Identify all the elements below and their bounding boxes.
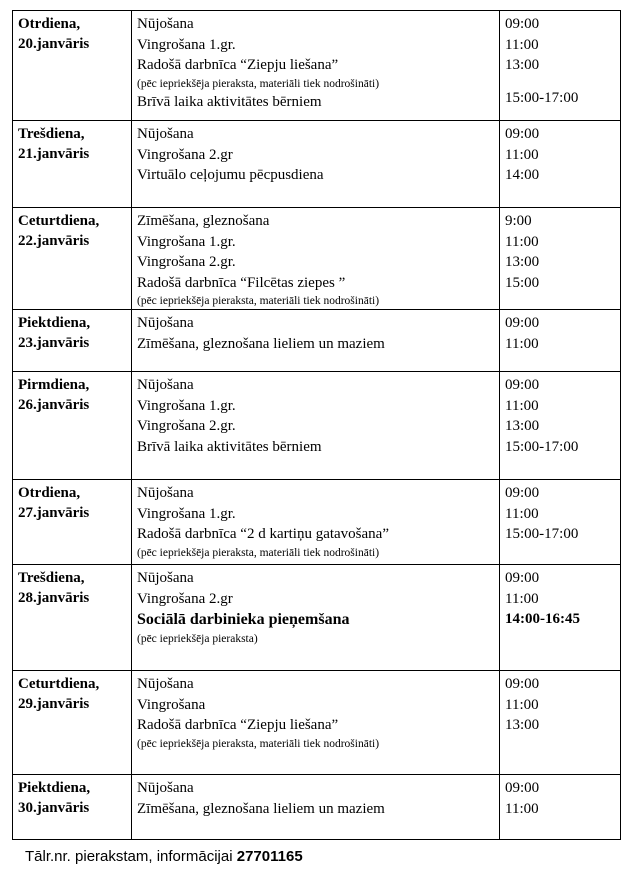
time: 13:00 bbox=[505, 57, 540, 73]
activity: Vingrošana 2.gr. bbox=[137, 254, 236, 270]
time: 09:00 bbox=[505, 16, 540, 32]
time: 09:00 bbox=[505, 315, 540, 331]
table-row bbox=[13, 671, 621, 775]
table-row bbox=[13, 480, 621, 565]
table-row bbox=[13, 208, 621, 310]
activity: Vingrošana 1.gr. bbox=[137, 505, 236, 522]
day-cell bbox=[13, 775, 132, 840]
activities-cell bbox=[132, 208, 500, 310]
table-row bbox=[13, 121, 621, 208]
day-cell bbox=[13, 208, 132, 310]
times-cell bbox=[500, 775, 621, 840]
activity: Virtuālo ceļojumu pēcpusdiena bbox=[137, 167, 324, 183]
day-name: Trešdiena, bbox=[18, 570, 85, 586]
activities-cell bbox=[132, 671, 500, 775]
contact-footer bbox=[25, 848, 303, 865]
day-name: Otrdiena, bbox=[18, 485, 81, 501]
activity: Nūjošana bbox=[137, 780, 194, 796]
times-cell bbox=[500, 121, 621, 208]
activity: Radošā darbnīca “Filcētas ziepes ” bbox=[137, 274, 346, 291]
time: 15:00-17:00 bbox=[505, 438, 579, 455]
activity: Vingrošana bbox=[137, 696, 206, 713]
activity: Brīvā laika aktivitātes bērniem bbox=[137, 93, 322, 110]
activity: Nūjošana bbox=[137, 676, 194, 692]
time: 11:00 bbox=[505, 233, 539, 250]
time: 14:00 bbox=[505, 167, 540, 183]
times-cell bbox=[500, 565, 621, 671]
footer-label: Tālr.nr. pierakstam, informācijai bbox=[25, 848, 237, 865]
time: 09:00 bbox=[505, 377, 540, 393]
times-cell bbox=[500, 480, 621, 565]
day-date: 23.janvāris bbox=[18, 335, 90, 351]
day-name: Otrdiena, bbox=[18, 16, 81, 32]
day-cell bbox=[13, 565, 132, 671]
day-name: Piektdiena, bbox=[18, 315, 91, 331]
time: 11:00 bbox=[505, 590, 539, 607]
day-cell bbox=[13, 671, 132, 775]
day-date: 30.janvāris bbox=[18, 800, 90, 816]
activity: Zīmēšana, gleznošana bbox=[137, 213, 270, 229]
activity: Zīmēšana, gleznošana lieliem un maziem bbox=[137, 335, 385, 352]
time: 15:00-17:00 bbox=[505, 526, 579, 542]
time: 13:00 bbox=[505, 254, 540, 270]
time: 15:00-17:00 bbox=[505, 89, 579, 106]
table-row bbox=[13, 775, 621, 840]
times-cell bbox=[500, 11, 621, 121]
activities-cell bbox=[132, 310, 500, 372]
activity: Nūjošana bbox=[137, 570, 194, 586]
activity: Radošā darbnīca “Ziepju liešana” bbox=[137, 717, 339, 733]
times-cell bbox=[500, 310, 621, 372]
table-row bbox=[13, 372, 621, 480]
time: 13:00 bbox=[505, 717, 540, 733]
activity-note: (pēc iepriekšēja pieraksta, materiāli tiek nodrošināti) bbox=[137, 295, 380, 307]
day-cell bbox=[13, 480, 132, 565]
time: 09:00 bbox=[505, 485, 540, 501]
activity: Vingrošana 2.gr bbox=[137, 146, 233, 163]
time: 11:00 bbox=[505, 36, 539, 53]
activity: Radošā darbnīca “Ziepju liešana” bbox=[137, 57, 339, 73]
day-cell bbox=[13, 121, 132, 208]
day-cell bbox=[13, 372, 132, 480]
time: 11:00 bbox=[505, 505, 539, 522]
day-date: 22.janvāris bbox=[18, 233, 90, 249]
time: 11:00 bbox=[505, 397, 539, 414]
activity: Brīvā laika aktivitātes bērniem bbox=[137, 438, 322, 455]
time: 11:00 bbox=[505, 146, 539, 163]
time: 09:00 bbox=[505, 570, 540, 586]
highlight-activity: Sociālā darbinieka pieņemšana bbox=[137, 611, 350, 628]
day-cell bbox=[13, 310, 132, 372]
activity-note: (pēc iepriekšēja pieraksta, materiāli tiek nodrošināti) bbox=[137, 546, 380, 559]
activity-note: (pēc iepriekšēja pieraksta) bbox=[137, 633, 258, 645]
day-name: Ceturtdiena, bbox=[18, 676, 100, 692]
time: 15:00 bbox=[505, 274, 540, 291]
time: 11:00 bbox=[505, 696, 539, 713]
activity: Nūjošana bbox=[137, 315, 194, 331]
time: 11:00 bbox=[505, 335, 539, 352]
times-cell bbox=[500, 671, 621, 775]
time: 9:00 bbox=[505, 213, 532, 229]
day-date: 20.janvāris bbox=[18, 36, 90, 52]
activity: Vingrošana 2.gr bbox=[137, 590, 233, 607]
day-name: Ceturtdiena, bbox=[18, 213, 100, 229]
time: 09:00 bbox=[505, 126, 540, 142]
phone-number: 27701165 bbox=[236, 848, 303, 865]
activities-cell bbox=[132, 565, 500, 671]
activity: Zīmēšana, gleznošana lieliem un maziem bbox=[137, 800, 385, 817]
activity: Nūjošana bbox=[137, 377, 194, 393]
day-name: Trešdiena, bbox=[18, 126, 85, 142]
activities-cell bbox=[132, 480, 500, 565]
day-cell bbox=[13, 11, 132, 121]
table-row bbox=[13, 11, 621, 121]
activity: Vingrošana 1.gr. bbox=[137, 36, 236, 53]
activities-cell bbox=[132, 11, 500, 121]
activity-note: (pēc iepriekšēja pieraksta, materiāli tiek nodrošināti) bbox=[137, 737, 380, 750]
day-name: Piektdiena, bbox=[18, 780, 91, 796]
time: 11:00 bbox=[505, 800, 539, 817]
activities-cell bbox=[132, 372, 500, 480]
day-date: 21.janvāris bbox=[18, 146, 90, 162]
activity-note: (pēc iepriekšēja pieraksta, materiāli tiek nodrošināti) bbox=[137, 77, 380, 90]
table-row bbox=[13, 565, 621, 671]
activities-cell bbox=[132, 775, 500, 840]
day-date: 28.janvāris bbox=[18, 590, 90, 606]
highlight-time: 14:00-16:45 bbox=[505, 611, 580, 627]
time: 09:00 bbox=[505, 780, 540, 796]
activity: Vingrošana 1.gr. bbox=[137, 397, 236, 414]
times-cell bbox=[500, 372, 621, 480]
activity: Nūjošana bbox=[137, 485, 194, 501]
schedule-table bbox=[12, 10, 621, 840]
time: 09:00 bbox=[505, 676, 540, 692]
day-name: Pirmdiena, bbox=[18, 377, 90, 393]
times-cell bbox=[500, 208, 621, 310]
time: 13:00 bbox=[505, 418, 540, 434]
activity: Nūjošana bbox=[137, 16, 194, 32]
activity: Nūjošana bbox=[137, 126, 194, 142]
day-date: 29.janvāris bbox=[18, 696, 90, 712]
activity: Vingrošana 1.gr. bbox=[137, 233, 236, 250]
table-row bbox=[13, 310, 621, 372]
day-date: 27.janvāris bbox=[18, 505, 90, 521]
activities-cell bbox=[132, 121, 500, 208]
activity: Vingrošana 2.gr. bbox=[137, 418, 236, 434]
day-date: 26.janvāris bbox=[18, 397, 90, 413]
activity: Radošā darbnīca “2 d kartiņu gatavošana” bbox=[137, 526, 389, 542]
